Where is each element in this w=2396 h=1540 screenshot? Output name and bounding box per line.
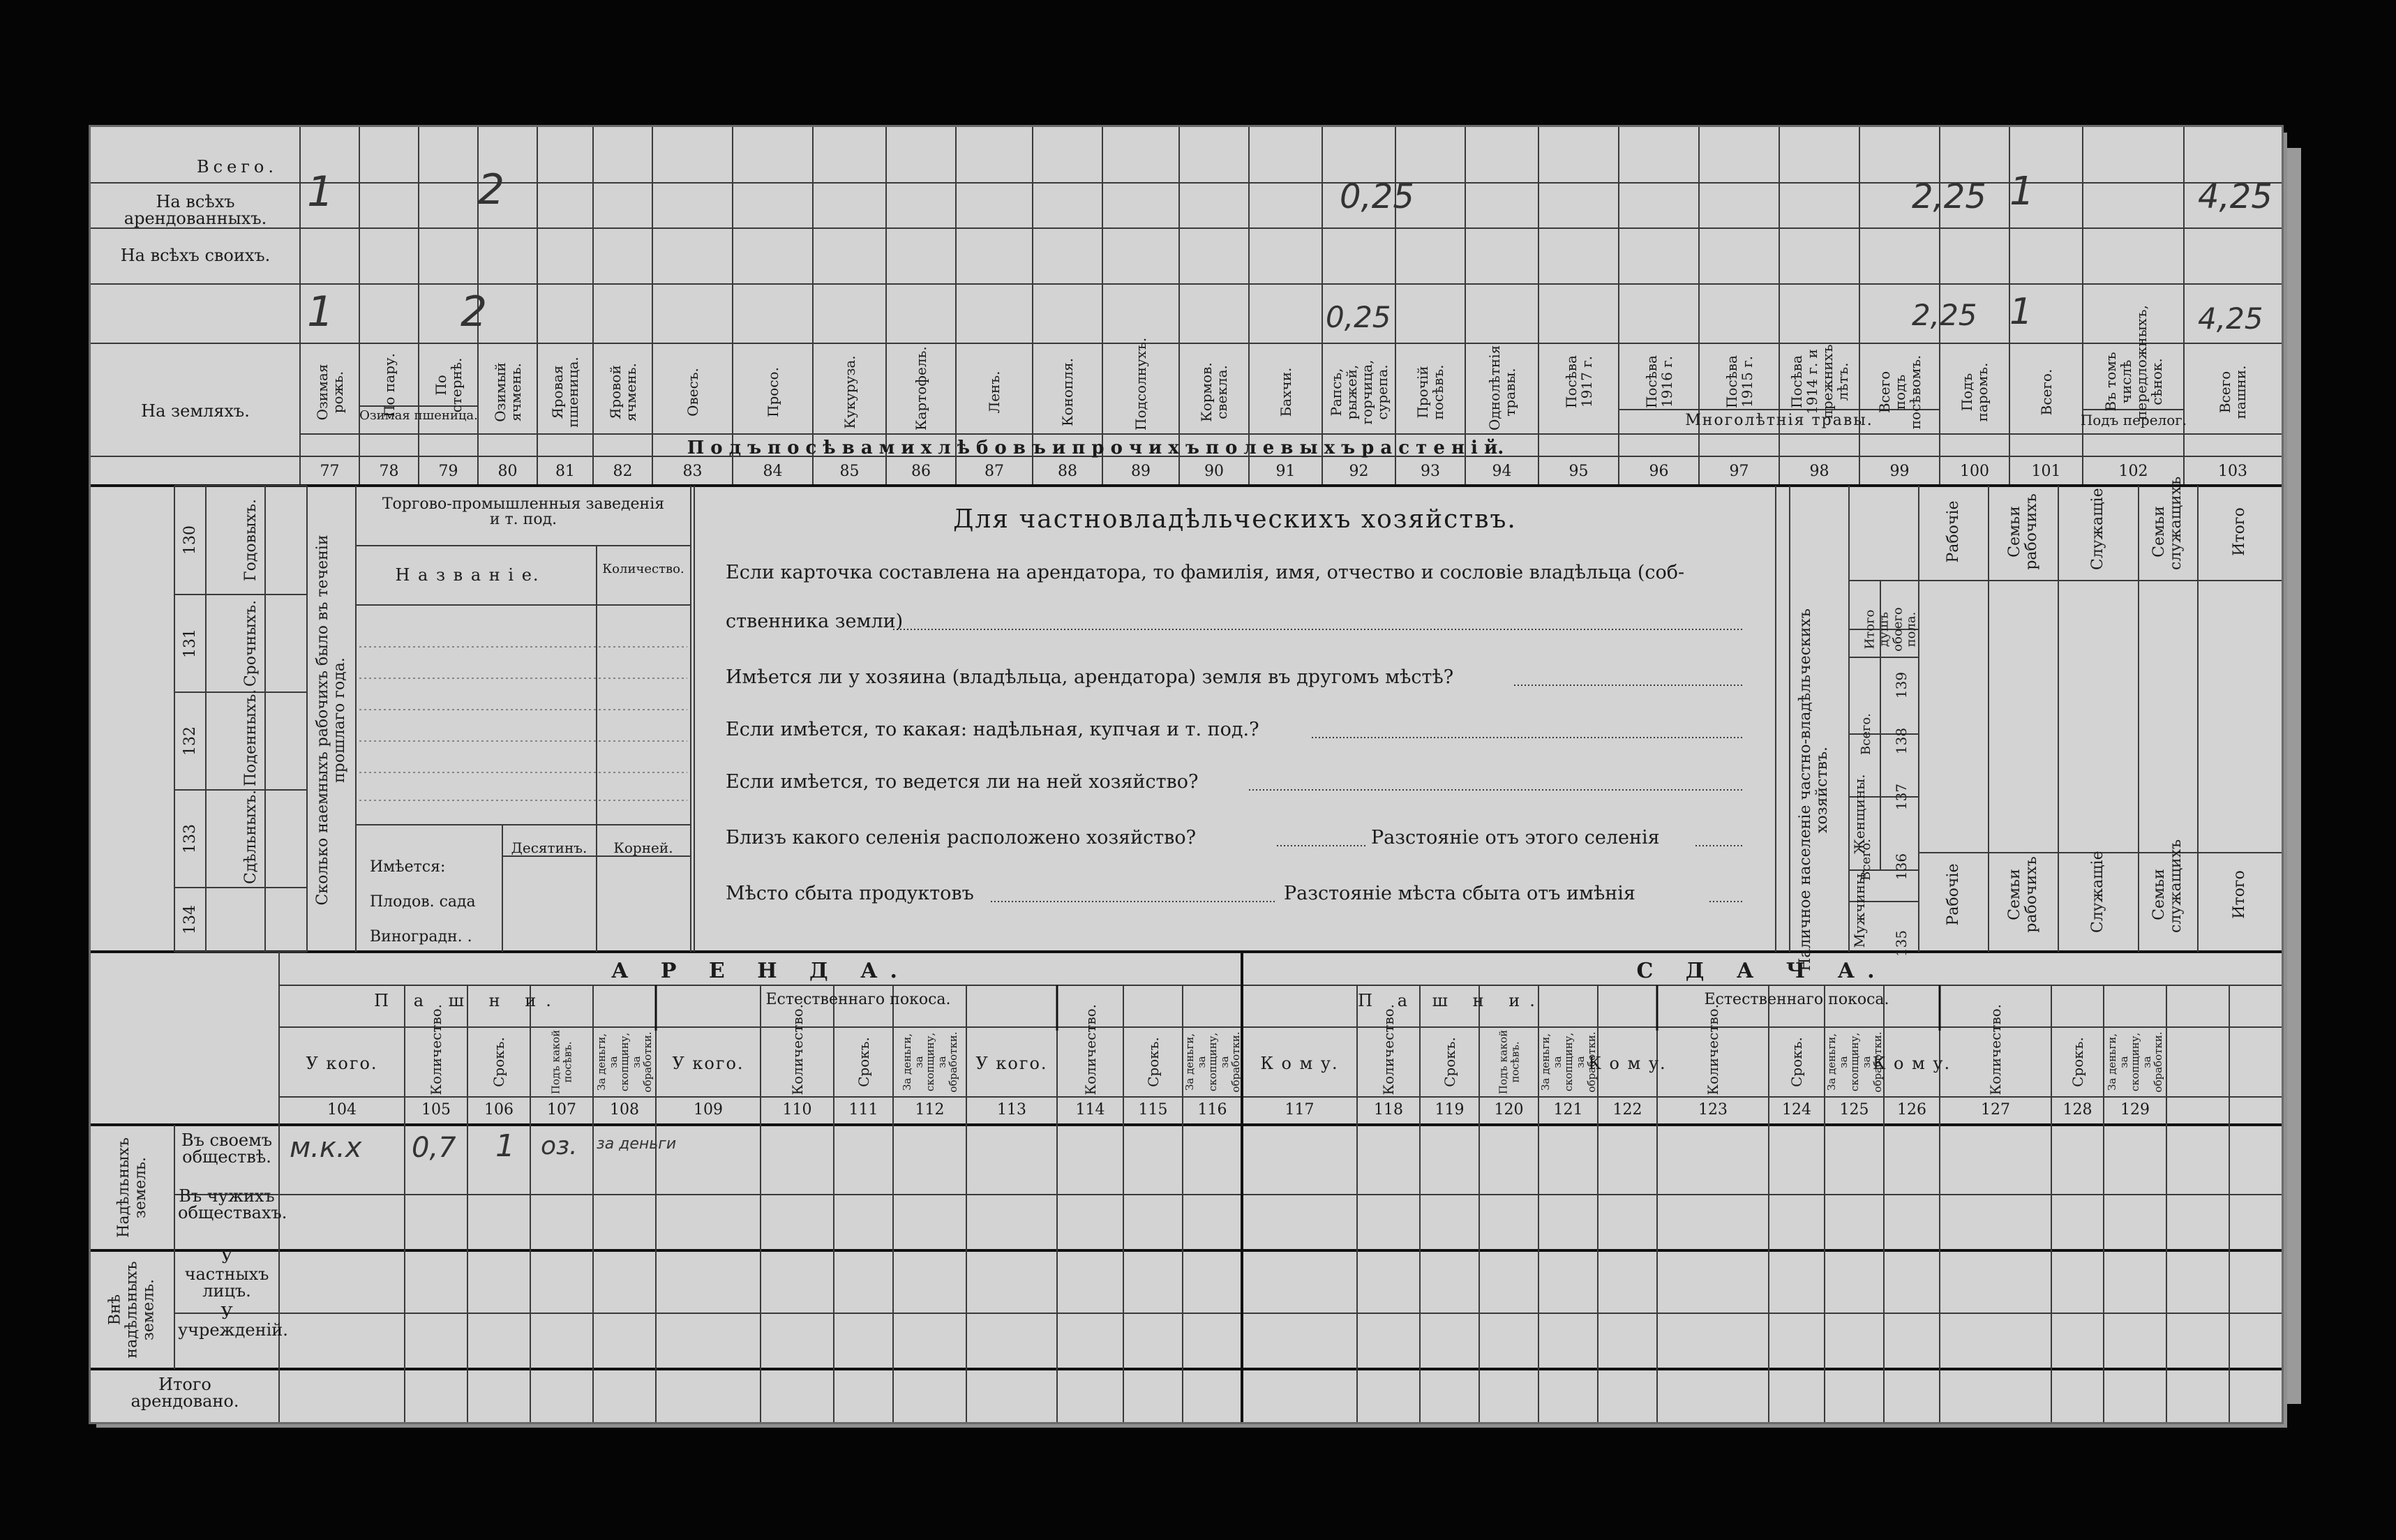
crop-header: Озимая рожь. [313,364,346,421]
column-number: 119 [1435,1101,1465,1119]
handwritten-value: 1 [495,1128,515,1164]
worker-column-number: 131 [181,629,199,658]
subheader: За деньги, за скопщину, за обработки. [900,1031,959,1093]
subheader: Количество. [788,1003,806,1096]
row-label-vsego: Всего. [197,157,278,177]
column-number: 97 [1729,463,1749,480]
crop-header: Просо. [764,367,781,417]
question-owner: Если карточка составлена на арендатора, то фамилія, имя, отчество и сословіе владѣльца (соб- [726,562,1685,583]
handwritten-value: 0,25 [1326,300,1391,334]
worker-category-header: Семьи рабочихъ [2005,493,2040,570]
question-village: Близъ какого селенія расположено хозяйство? [726,827,1197,849]
resident-population-label: Наличное населеніе частно-владѣльческихъ хозяйствъ. [1796,608,1831,971]
subheader: Количество. [1705,1003,1721,1096]
handwritten-value: 2,25 [1912,177,1986,216]
worker-category-header: Служащіе [2088,851,2106,933]
column-number: 88 [1058,463,1077,480]
column-number: 105 [421,1101,451,1119]
column-number: 91 [1275,463,1296,480]
subheader: За деньги, за скопщину, за обработки. [2105,1031,2164,1093]
subheader-who: К о м у. [1260,1054,1339,1073]
worker-category-header: Служащіе [2088,488,2106,570]
crop-header: Посѣва 1914 г. и прежнихъ лѣтъ. [1788,344,1851,419]
crop-header: Посѣва 1915 г. [1723,355,1755,408]
column-number: 99 [1889,463,1910,480]
header-pod-perelog: Подъ перелог. [2080,412,2187,428]
column-number: 85 [839,463,860,480]
card-page-edge [2282,148,2301,1404]
column-number: 83 [682,463,703,480]
population-column-number: 135 [1893,929,1910,957]
header-estestv-sdacha: Естественнаго покоса. [1704,991,1889,1008]
column-number: 94 [1492,463,1512,480]
column-number: 89 [1131,463,1151,480]
subheader: За деньги, за скопщину, за обработки. [1538,1031,1598,1093]
column-number: 92 [1349,463,1369,480]
subheader: Срокъ. [1788,1037,1805,1087]
header-estestv-arenda: Естественнаго покоса. [765,991,951,1008]
crop-header: Всего. [2037,368,2055,416]
worker-category-header: Семьи служащихъ [2150,476,2185,570]
crop-header: Посѣва 1916 г. [1642,355,1675,408]
row-label-v-svoem: Въ своемъ обществѣ. [181,1130,273,1167]
column-number: 81 [555,463,575,480]
crop-header: Ленъ. [986,371,1003,414]
question-distance-market: Разстояніе мѣста сбыта отъ имѣнія [1284,883,1635,904]
subheader: Подъ какой посѣвъ. [549,1029,574,1095]
column-number: 118 [1374,1101,1403,1119]
worker-type-label: Срочныхъ. [241,599,260,687]
question-distance-village: Разстояніе отъ этого селенія [1371,827,1660,849]
column-number: 102 [2118,463,2148,480]
banner-pod-posevami: П о д ъ п о с ѣ в а м и х л ѣ б о в ъ и п р о ч и х ъ п о л е в ы х ъ р а с т е н і й. [687,438,1504,458]
crop-header: Озимый ячмень. [491,362,524,422]
crop-header: Конопля. [1059,358,1076,426]
crop-header: Подъ паромъ. [1959,362,1991,422]
column-number: 95 [1568,463,1589,480]
header-kolichestvo: Количество. [602,562,684,576]
column-number: 98 [1809,463,1829,480]
header-pashni-arenda: П а ш н и. [374,991,561,1010]
row-label-svoih: На всѣхъ своихъ. [120,246,271,265]
column-number: 116 [1197,1101,1227,1119]
column-number: 127 [1981,1101,2010,1119]
column-number: 110 [782,1101,812,1119]
column-number: 112 [915,1101,945,1119]
column-number: 106 [484,1101,514,1119]
population-column-number: 138 [1893,727,1910,755]
handwritten-value: за деньги [597,1135,677,1153]
sex-label: Мужчины. [1851,869,1868,948]
hired-workers-label: Сколько наемныхъ рабочихъ было въ теченіи прошлаго года. [313,534,348,906]
handwritten-value: 2,25 [1912,298,1977,332]
worker-type-label: Поденныхъ. [241,689,260,786]
crop-header: Кормов. свекла. [1198,362,1230,422]
crop-header: Картофель. [913,346,929,431]
row-label-arendovannyh: На всѣхъ арендованныхъ. [123,192,267,228]
crop-header: Всего пашни. [2217,365,2249,419]
subheader: Срокъ. [1144,1037,1162,1087]
total-souls-label: Итого душъ обоего пола. [1862,607,1919,652]
worker-category-header: Рабочіе [1944,500,1962,563]
column-number: 82 [613,463,633,480]
worker-column-number: 133 [181,824,199,853]
subheader: Срокъ. [2069,1037,2086,1087]
column-number: 114 [1075,1101,1105,1119]
crop-header: Подсолнухъ. [1132,337,1149,431]
column-number: 100 [1960,463,1989,480]
header-mnogoletnie: Многолѣтнія травы. [1685,412,1873,429]
crop-header: Всего подъ посѣвомъ. [1875,354,1924,430]
column-number: 87 [984,463,1004,480]
population-column-number: 137 [1893,783,1910,811]
sex-label: Женщины. [1851,774,1868,855]
subheader: За деньги, за скопщину, за обработки. [1825,1031,1884,1093]
column-number: 107 [547,1101,576,1119]
subheader: Срокъ. [1441,1037,1458,1087]
column-number: 122 [1612,1101,1642,1119]
row-label-u-chastnyh: У частныхъ лицъ. [184,1248,269,1301]
handwritten-value: 2 [461,287,488,336]
crop-header: По стернѣ. [432,357,465,413]
label-plodov-sada: Плодов. сада [370,893,476,911]
subheader: За деньги, за скопщину, за обработки. [594,1031,654,1093]
total-label: Всего. [1859,713,1874,755]
subheader: Количество. [428,1003,444,1096]
row-label-na-zemlyah: На земляхъ. [141,401,250,421]
crop-header: Яровая пшеница. [549,357,581,428]
subheader: Срокъ. [855,1037,872,1087]
column-number: 84 [763,463,783,480]
column-number: 115 [1138,1101,1168,1119]
column-number: 125 [1839,1101,1869,1119]
subheader: Подъ какой посѣвъ. [1497,1029,1521,1095]
column-number: 129 [2120,1101,2150,1119]
column-number: 79 [438,463,458,480]
handwritten-value: 4,25 [2198,301,2263,336]
column-number: 120 [1494,1101,1524,1119]
worker-column-number: 134 [181,905,199,934]
question-market: Мѣсто сбыта продуктовъ [726,883,974,904]
subheader-who: К о м у. [1872,1054,1952,1073]
handwritten-value: 1 [2009,169,2035,214]
handwritten-value: м.к.х [290,1132,362,1164]
handwritten-value: 1 [2009,291,2033,333]
question-land-elsewhere: Имѣется ли у хозяина (владѣльца, арендатора) земля въ другомъ мѣстѣ? [726,666,1454,688]
handwritten-value: 1 [307,167,334,216]
column-number: 124 [1782,1101,1811,1119]
handwritten-value: 0,7 [412,1132,456,1164]
label-imeetsya: Имѣется: [370,858,446,876]
label-vinogradnik: Виноградн. . [370,928,472,945]
column-number: 128 [2062,1101,2092,1119]
question-land-type: Если имѣется, то какая: надѣльная, купчая и т. под.? [726,719,1259,740]
worker-type-label: Годовыхъ. [241,499,260,581]
row-label-v-chuzhih: Въ чужихъ обществахъ. [178,1186,287,1223]
subheader: Срокъ. [491,1037,507,1087]
row-label-itogo: Итого арендовано. [130,1375,239,1411]
column-number: 96 [1649,463,1669,480]
column-number: 101 [2031,463,2061,480]
worker-column-number: 132 [181,726,199,756]
handwritten-value: 0,25 [1340,177,1414,216]
header-arenda: А Р Е Н Д А. [611,959,910,983]
crop-header: Яровой ячмень. [606,363,639,421]
column-number: 123 [1698,1101,1728,1119]
worker-column-number: 130 [181,525,199,555]
header-nazvanie: Н а з в а н і е. [395,565,540,585]
handwritten-value: оз. [541,1132,578,1160]
worker-category-header: Рабочіе [1944,863,1962,926]
header-desyatin: Десятинъ. [511,839,587,856]
crop-header: Прочій посѣвъ. [1414,364,1446,420]
crop-header: Въ томъ числѣ передложныхъ, сѣнок. [2102,305,2165,420]
column-number: 86 [911,463,931,480]
column-number: 78 [379,463,399,480]
column-number: 80 [497,463,518,480]
header-ozimaya-pshenitsa: Озимая пшеница. [359,408,478,423]
census-card [91,127,2282,1422]
column-number: 121 [1553,1101,1583,1119]
header-pashni-sdacha: П а ш н и. [1358,991,1545,1010]
handwritten-value: 1 [307,287,334,336]
subheader-who: У кого. [306,1054,378,1073]
crop-header: Овесъ. [684,368,701,417]
questionnaire-title: Для частновладѣльческихъ хозяйствъ. [953,505,1517,534]
column-number: 108 [610,1101,639,1119]
subheader-who: К о м у. [1588,1054,1667,1073]
subheader: Количество. [1081,1003,1099,1096]
torg-prom-title: Торгово-промышленныя заведенія и т. под. [382,495,665,528]
land-category-label: Внѣ надѣльныхъ земель. [106,1261,158,1359]
column-number: 111 [848,1101,878,1119]
question-owner-cont: ственника земли) [726,611,904,632]
subheader: За деньги, за скопщину, за обработки. [1183,1031,1242,1093]
column-number: 103 [2218,463,2247,480]
worker-category-header: Итого [2230,870,2248,919]
worker-category-header: Семьи рабочихъ [2005,856,2040,933]
column-number: 77 [320,463,340,480]
population-column-number: 136 [1893,853,1910,881]
column-number: 117 [1285,1101,1315,1119]
row-label-u-uchrezh: У учрежденій. [178,1303,288,1340]
worker-category-header: Итого [2230,507,2248,556]
column-number: 113 [997,1101,1026,1119]
crop-header: Кукуруза. [841,355,858,429]
crop-header: Посѣва 1917 г. [1562,355,1595,408]
question-farming: Если имѣется, то ведется ли на ней хозяйство? [726,771,1199,793]
total-label: Всего. [1859,839,1874,881]
land-category-label: Надѣльныхъ земель. [114,1137,149,1238]
column-number: 93 [1421,463,1440,480]
column-number: 104 [327,1101,357,1119]
subheader-who: У кого. [975,1054,1048,1073]
column-number: 90 [1204,463,1224,480]
worker-category-header: Семьи служащихъ [2150,839,2185,933]
column-number: 126 [1897,1101,1926,1119]
crop-header: Бахчи. [1277,367,1294,417]
handwritten-value: 2 [478,165,505,214]
population-column-number: 139 [1893,671,1910,699]
crop-header: По пару. [380,352,398,418]
column-number: 109 [694,1101,723,1119]
subheader: Количество. [1380,1003,1397,1096]
handwritten-value: 4,25 [2198,177,2273,216]
header-korney: Корней. [613,839,673,856]
subheader-who: У кого. [672,1054,744,1073]
subheader: Количество. [1987,1003,2004,1096]
worker-type-label: Сдѣльныхъ. [241,789,260,884]
crop-header: Рапсъ, рыжей, горчица, сурепа. [1327,359,1391,425]
crop-header: Однолѣтнія травы. [1485,345,1518,431]
header-sdacha: С Д А Ч А. [1636,959,1887,983]
